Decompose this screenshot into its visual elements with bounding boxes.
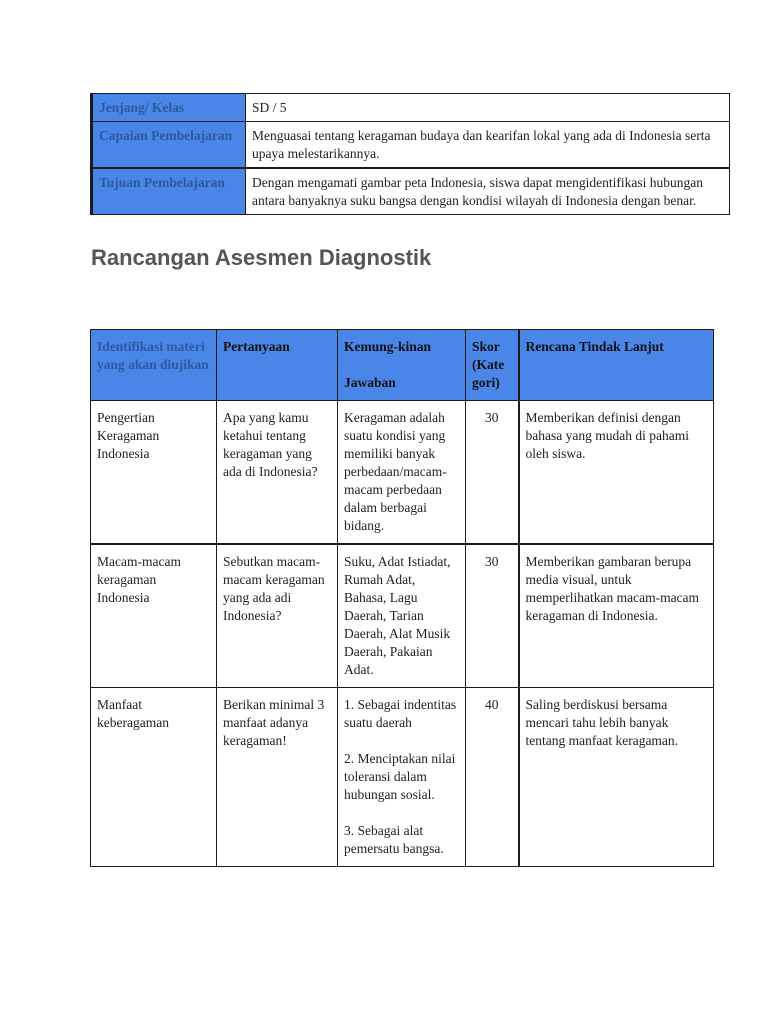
header-jawaban-top: Kemung-kinan <box>344 339 432 354</box>
answer-item: 2. Menciptakan nilai toleransi dalam hubungan sosial. <box>344 751 456 802</box>
section-heading: Rancangan Asesmen Diagnostik <box>91 245 432 270</box>
header-skor: Skor (Kate gori) <box>466 330 519 401</box>
cell-skor: 30 <box>466 544 519 688</box>
info-label: Jenjang/ Kelas <box>92 94 246 122</box>
table-row <box>91 401 714 545</box>
cell-materi: Pengertian Keragaman Indonesia <box>91 401 217 545</box>
cell-materi: Manfaat keberagaman <box>91 688 217 867</box>
header-pertanyaan: Pertanyaan <box>217 330 338 401</box>
table-row <box>91 688 714 867</box>
header-rtl: Rencana Tindak Lanjut <box>519 330 714 401</box>
answer-item: 3. Sebagai alat pemersatu bangsa. <box>344 823 444 856</box>
info-value: SD / 5 <box>246 94 730 122</box>
header-jawaban <box>338 330 466 401</box>
info-value: Menguasai tentang keragaman budaya dan kearifan lokal yang ada di Indonesia serta upaya melestarikannya. <box>246 122 730 169</box>
info-label: Tujuan Pembelajaran <box>92 168 246 215</box>
cell-jawaban <box>338 544 466 688</box>
cell-jawaban <box>338 401 466 545</box>
answer-item: 1. Sebagai indentitas suatu daerah <box>344 697 457 730</box>
table-header-row <box>91 330 714 401</box>
info-value: Dengan mengamati gambar peta Indonesia, siswa dapat mengidentifikasi hubungan antara banyaknya suku bangsa dengan kondisi wilayah di Indonesia dengan benar. <box>246 168 730 215</box>
diagnostic-table <box>90 329 714 867</box>
info-row-capaian <box>92 122 730 169</box>
answer-item: Suku, Adat Istiadat, Rumah Adat, Bahasa, Lagu Daerah, Tarian Daerah, Alat Musik Daerah, Pakaian Adat. <box>344 554 451 677</box>
cell-rtl: Memberikan gambaran berupa media visual, untuk memperlihatkan macam-macam keragaman di Indonesia. <box>519 544 714 688</box>
cell-materi: Macam-macam keragaman Indonesia <box>91 544 217 688</box>
cell-rtl: Memberikan definisi dengan bahasa yang mudah di pahami oleh siswa. <box>519 401 714 545</box>
cell-skor: 30 <box>466 401 519 545</box>
info-row-jenjang <box>92 94 730 122</box>
cell-skor: 40 <box>466 688 519 867</box>
cell-pertanyaan: Sebutkan macam-macam keragaman yang ada adi Indonesia? <box>217 544 338 688</box>
cell-pertanyaan: Berikan minimal 3 manfaat adanya keragaman! <box>217 688 338 867</box>
cell-jawaban <box>338 688 466 867</box>
answer-item: Keragaman adalah suatu kondisi yang memiliki banyak perbedaan/macam-macam perbedaan dalam berbagai bidang. <box>344 410 447 533</box>
table-row <box>91 544 714 688</box>
header-materi: Identifikasi materi yang akan diujikan <box>91 330 217 401</box>
info-table <box>90 93 730 215</box>
info-row-tujuan <box>92 168 730 215</box>
header-jawaban-bottom: Jawaban <box>344 375 396 390</box>
cell-pertanyaan: Apa yang kamu ketahui tentang keragaman yang ada di Indonesia? <box>217 401 338 545</box>
cell-rtl: Saling berdiskusi bersama mencari tahu lebih banyak tentang manfaat keragaman. <box>519 688 714 867</box>
info-label: Capaian Pembelajaran <box>92 122 246 169</box>
